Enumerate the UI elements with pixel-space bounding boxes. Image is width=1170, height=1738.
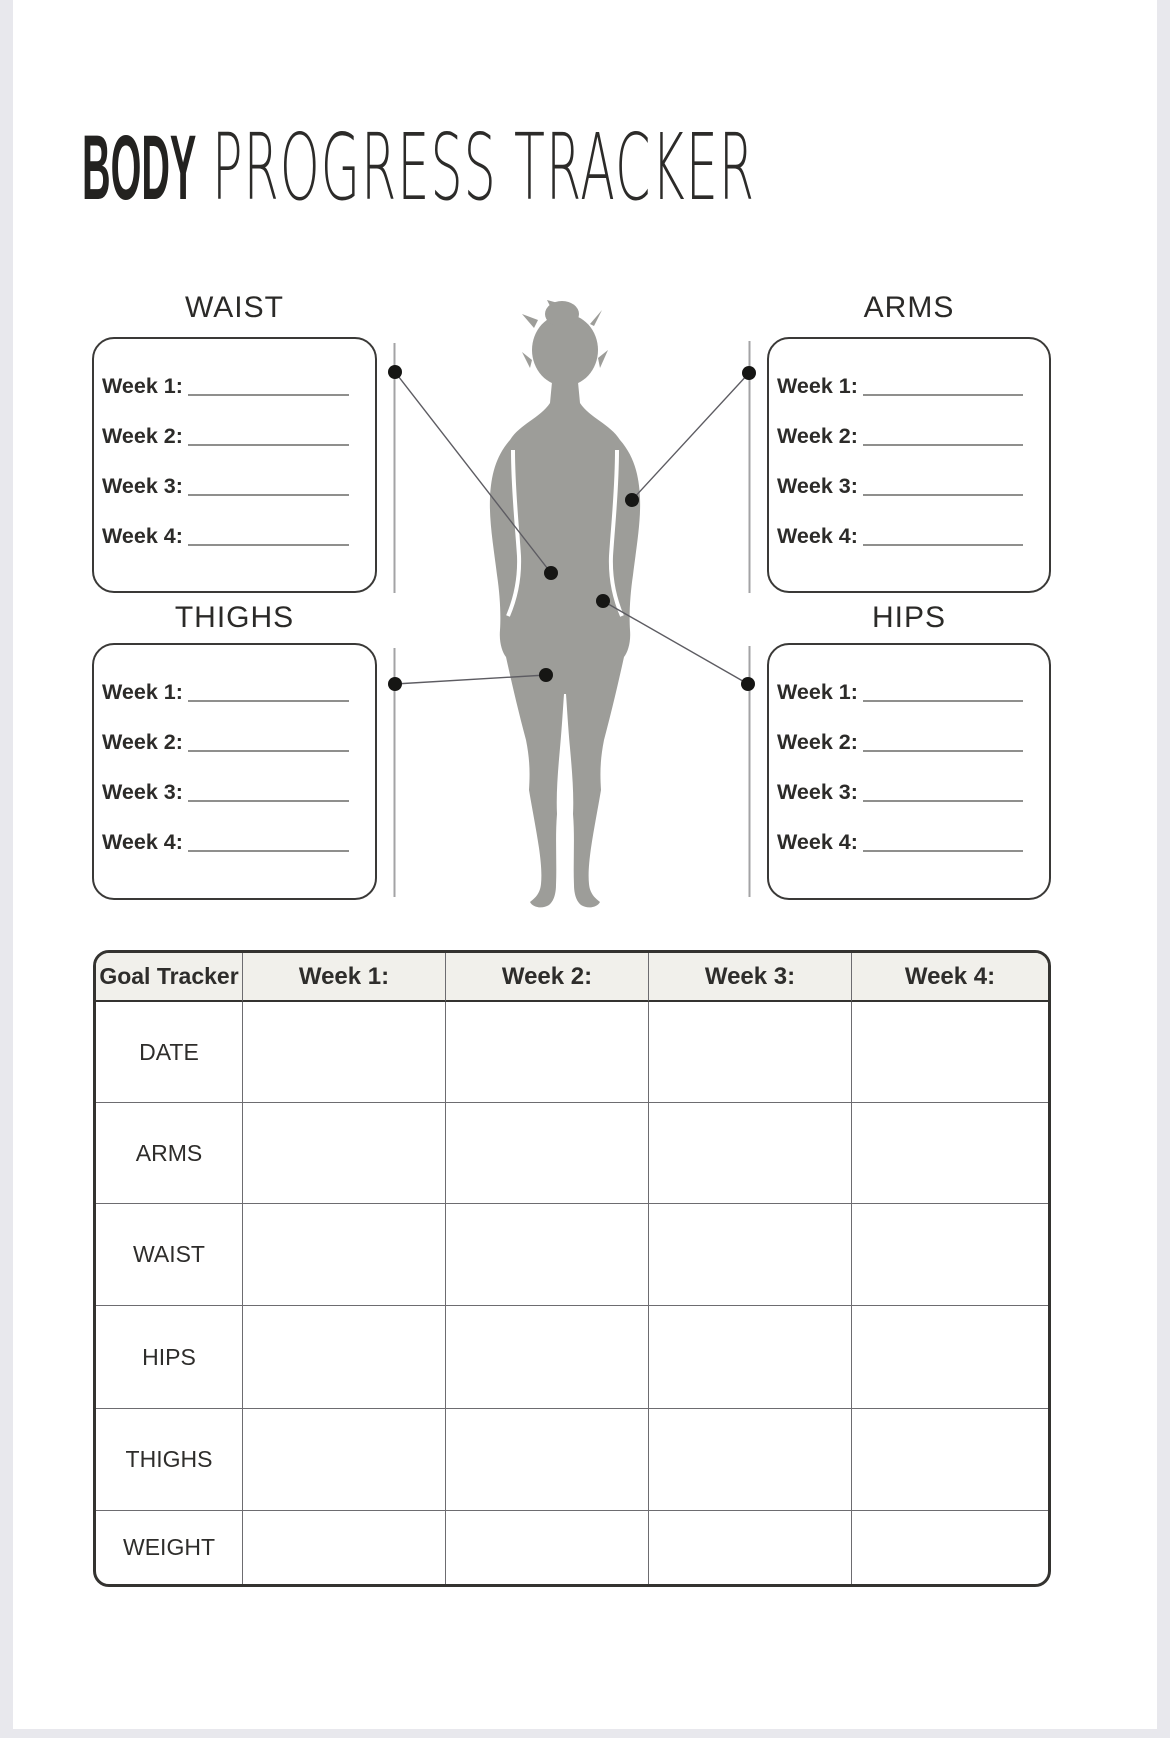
week-row: [102, 515, 349, 549]
goal-cell[interactable]: [446, 1306, 649, 1409]
week-row: [777, 821, 1023, 855]
week-label: Week 2:: [102, 424, 183, 448]
week-row: [102, 821, 349, 855]
goal-table-row-label-date: DATE: [96, 1002, 243, 1103]
goal-cell[interactable]: [649, 1306, 852, 1409]
week-label: Week 4:: [102, 524, 183, 548]
week-label: Week 4:: [777, 524, 858, 548]
goal-cell[interactable]: [649, 1204, 852, 1306]
measurement-line[interactable]: [188, 444, 349, 446]
measurement-line[interactable]: [863, 394, 1023, 396]
week-row: [102, 465, 349, 499]
measurement-line[interactable]: [188, 750, 349, 752]
measurement-line[interactable]: [863, 544, 1023, 546]
measurement-line[interactable]: [863, 850, 1023, 852]
goal-cell[interactable]: [243, 1409, 446, 1511]
week-label: Week 4:: [102, 830, 183, 854]
week-row: [102, 365, 349, 399]
goal-cell[interactable]: [446, 1511, 649, 1584]
measurement-line[interactable]: [863, 800, 1023, 802]
measurement-line[interactable]: [188, 800, 349, 802]
goal-cell[interactable]: [852, 1002, 1048, 1103]
measurement-line[interactable]: [188, 494, 349, 496]
goal-cell[interactable]: [243, 1511, 446, 1584]
measurement-box-waist: [92, 337, 377, 593]
goal-cell[interactable]: [243, 1204, 446, 1306]
measurement-line[interactable]: [188, 544, 349, 546]
arms-box-title: ARMS: [863, 291, 955, 324]
goal-cell[interactable]: [649, 1409, 852, 1511]
week-row: [777, 365, 1023, 399]
measurement-line[interactable]: [863, 750, 1023, 752]
goal-cell[interactable]: [852, 1511, 1048, 1584]
week-label: Week 4:: [777, 830, 858, 854]
measurement-line[interactable]: [863, 700, 1023, 702]
goal-cell[interactable]: [852, 1306, 1048, 1409]
measurement-box-hips: [767, 643, 1051, 900]
goal-cell[interactable]: [243, 1002, 446, 1103]
goal-cell[interactable]: [446, 1409, 649, 1511]
canvas-gutter-bottom: [0, 1729, 1170, 1738]
goal-table-row-label-waist: WAIST: [96, 1204, 243, 1306]
goal-cell[interactable]: [852, 1409, 1048, 1511]
goal-table-column-header-week3: Week 3:: [649, 953, 852, 1002]
week-row: [102, 415, 349, 449]
goal-table-column-header-week2: Week 2:: [446, 953, 649, 1002]
week-row: [777, 515, 1023, 549]
page-title-light: PROGRESS TRACKER: [212, 114, 756, 221]
week-label: Week 2:: [777, 730, 858, 754]
week-label: Week 1:: [777, 680, 858, 704]
goal-cell[interactable]: [446, 1002, 649, 1103]
week-row: [102, 771, 349, 805]
week-label: Week 1:: [102, 374, 183, 398]
goal-table-row-label-arms: ARMS: [96, 1103, 243, 1204]
week-label: Week 2:: [777, 424, 858, 448]
week-label: Week 3:: [777, 474, 858, 498]
week-label: Week 2:: [102, 730, 183, 754]
goal-table-row-label-hips: HIPS: [96, 1306, 243, 1409]
measurement-box-arms: [767, 337, 1051, 593]
goal-table-column-header-week4: Week 4:: [852, 953, 1048, 1002]
goal-tracker-table: [93, 950, 1051, 1587]
week-row: [777, 771, 1023, 805]
goal-cell[interactable]: [852, 1103, 1048, 1204]
measurement-line[interactable]: [863, 494, 1023, 496]
week-label: Week 1:: [102, 680, 183, 704]
canvas-gutter-left: [0, 0, 13, 1738]
goal-cell[interactable]: [446, 1204, 649, 1306]
goal-cell[interactable]: [649, 1002, 852, 1103]
week-row: [777, 465, 1023, 499]
goal-table-row-label-thighs: THIGHS: [96, 1409, 243, 1511]
waist-box-title: WAIST: [185, 291, 284, 324]
week-row: [102, 721, 349, 755]
goal-cell[interactable]: [446, 1103, 649, 1204]
goal-table-row-label-weight: WEIGHT: [96, 1511, 243, 1584]
goal-table-column-header-week1: Week 1:: [243, 953, 446, 1002]
week-row: [777, 671, 1023, 705]
week-label: Week 3:: [777, 780, 858, 804]
goal-cell[interactable]: [852, 1204, 1048, 1306]
canvas-gutter-right: [1157, 0, 1170, 1738]
goal-table-corner-header: Goal Tracker: [96, 953, 243, 1002]
measurement-line[interactable]: [863, 444, 1023, 446]
page-title-bold: BODY: [82, 117, 197, 219]
measurement-line[interactable]: [188, 700, 349, 702]
goal-cell[interactable]: [649, 1511, 852, 1584]
week-label: Week 1:: [777, 374, 858, 398]
week-row: [777, 415, 1023, 449]
week-row: [777, 721, 1023, 755]
week-label: Week 3:: [102, 780, 183, 804]
measurement-line[interactable]: [188, 850, 349, 852]
week-row: [102, 671, 349, 705]
thighs-box-title: THIGHS: [174, 601, 295, 634]
goal-cell[interactable]: [243, 1103, 446, 1204]
measurement-line[interactable]: [188, 394, 349, 396]
goal-cell[interactable]: [243, 1306, 446, 1409]
measurement-box-thighs: [92, 643, 377, 900]
week-label: Week 3:: [102, 474, 183, 498]
goal-cell[interactable]: [649, 1103, 852, 1204]
hips-box-title: HIPS: [871, 601, 947, 634]
